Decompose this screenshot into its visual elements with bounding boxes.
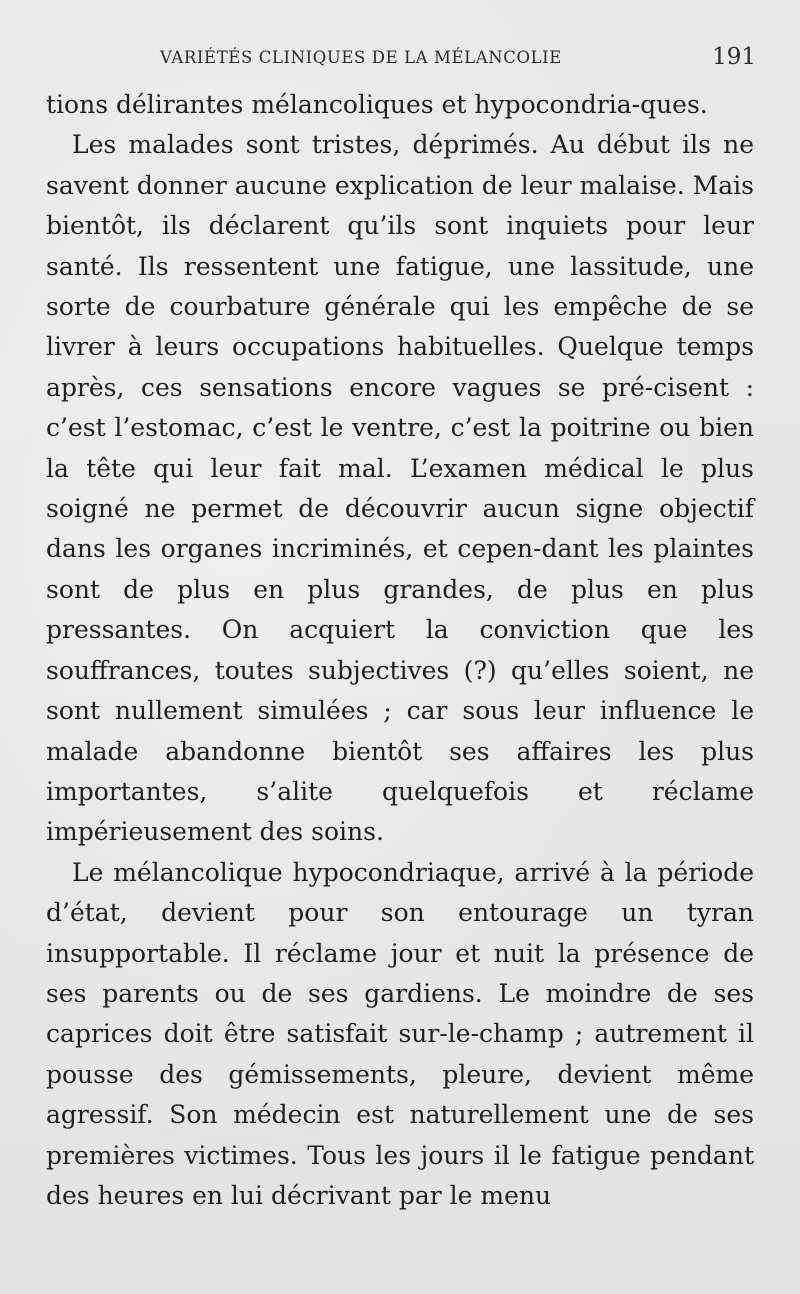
- paragraph: Les malades sont tristes, déprimés. Au début ils ne savent donner aucune explication de leur malaise. Mais bientôt, ils déclarent qu’ils sont inquiets pour leur santé. Ils ressentent une fatigue, une lassitude, une sorte de courbature générale qui les empêche de se livrer à leurs occupations habituelles. Quelque temps après, ces sensations encore vagues se pré-cisent : c’est l’estomac, c’est le ventre, c’est la poitrine ou bien la tête qui leur fait mal. L’examen médical le plus soigné ne permet de découvrir aucun signe objectif dans les organes incriminés, et cepen-dant les plaintes sont de plus en plus grandes, de plus en plus pressantes. On acquiert la conviction que les souffrances, toutes subjectives (?) qu’elles soient, ne sont nullement simulées ; car sous leur influence le malade abandonne bientôt ses affaires les plus importantes, s’alite quelquefois et réclame impérieusement des soins.: [46, 130, 754, 847]
- page-header: [160, 44, 756, 74]
- paragraph: Le mélancolique hypocondriaque, arrivé à la période d’état, devient pour son entourage un tyran insupportable. Il réclame jour et nuit la présence de ses parents ou de ses gardiens. Le moindre de ses caprices doit être satisfait sur-le-champ ; autrement il pousse des gémissements, pleure, devient même agressif. Son médecin est naturellement une de ses premières victimes. Tous les jours il le fatigue pendant des heures en lui décrivant par le menu: [46, 857, 754, 1210]
- body-text: [46, 85, 754, 1216]
- running-head: VARIÉTÉS CLINIQUES DE LA MÉLANCOLIE: [160, 48, 562, 67]
- page-number: 191: [712, 44, 756, 70]
- paragraph-continued: tions délirantes mélancoliques et hypocondria-ques.: [46, 90, 708, 119]
